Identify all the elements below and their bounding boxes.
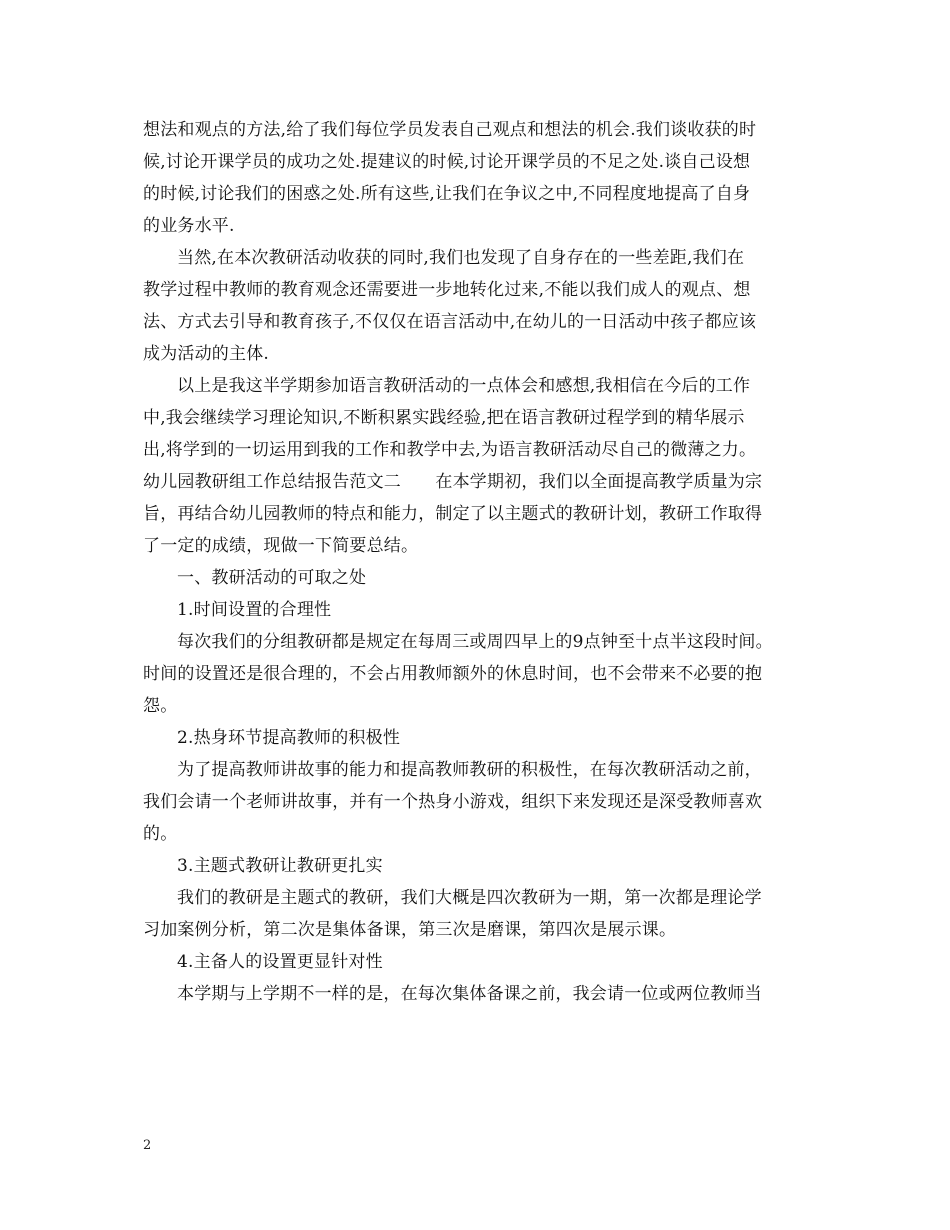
text-line: 教学过程中教师的教育观念还需要进一步地转化过来,不能以我们成人的观点、想 bbox=[143, 280, 751, 300]
text-line: 怨。 bbox=[143, 696, 178, 716]
text-line: 习加案例分析，第二次是集体备课，第三次是磨课，第四次是展示课。 bbox=[143, 920, 677, 940]
text-line: 出,将学到的一切运用到我的工作和教学中去,为语言教研活动尽自己的微薄之力。 bbox=[143, 440, 757, 460]
text-line: 3.主题式教研让教研更扎实 bbox=[177, 856, 383, 876]
document-body bbox=[143, 114, 815, 1010]
text-line: 想法和观点的方法,给了我们每位学员发表自己观点和想法的机会.我们谈收获的时 bbox=[143, 120, 757, 140]
text-line: 法、方式去引导和教育孩子,不仅仅在语言活动中,在幼儿的一日活动中孩子都应该 bbox=[143, 312, 757, 332]
text-line: 中,我会继续学习理论知识,不断积累实践经验,把在语言教研过程学到的精华展示 bbox=[143, 408, 745, 428]
text-line: 1.时间设置的合理性 bbox=[177, 600, 332, 620]
page-number: 2 bbox=[143, 1138, 152, 1153]
text-line: 4.主备人的设置更显针对性 bbox=[177, 952, 383, 972]
text-line: 当然,在本次教研活动收获的同时,我们也发现了自身存在的一些差距,我们在 bbox=[177, 248, 745, 268]
text-line: 为了提高教师讲故事的能力和提高教师教研的积极性，在每次教研活动之前， bbox=[177, 760, 762, 780]
text-line: 候,讨论开课学员的成功之处.提建议的时候,讨论开课学员的不足之处.谈自己设想 bbox=[143, 152, 751, 172]
text-line: 以上是我这半学期参加语言教研活动的一点体会和感想,我相信在今后的工作 bbox=[177, 376, 751, 396]
text-line: 我们会请一个老师讲故事，并有一个热身小游戏，组织下来发现还是深受教师喜欢 bbox=[143, 792, 763, 812]
text-line: 我们的教研是主题式的教研，我们大概是四次教研为一期，第一次都是理论学 bbox=[177, 888, 762, 908]
text-line: 的时候,讨论我们的困惑之处.所有这些,让我们在争议之中,不同程度地提高了自身 bbox=[143, 184, 751, 204]
text-line: 一、教研活动的可取之处 bbox=[177, 568, 367, 588]
text-line: 了一定的成绩，现做一下简要总结。 bbox=[143, 536, 419, 556]
text-line: 成为活动的主体. bbox=[143, 344, 270, 364]
text-line: 旨，再结合幼儿园教师的特点和能力，制定了以主题式的教研计划，教研工作取得 bbox=[143, 504, 763, 524]
text-line: 2.热身环节提高教师的积极性 bbox=[177, 728, 401, 748]
text-line: 时间的设置还是很合理的，不会占用教师额外的休息时间，也不会带来不必要的抱 bbox=[143, 664, 763, 684]
text-line: 本学期与上学期不一样的是，在每次集体备课之前，我会请一位或两位教师当 bbox=[177, 984, 762, 1004]
text-line: 的业务水平. bbox=[143, 216, 235, 236]
text-line: 幼儿园教研组工作总结报告范文二 在本学期初，我们以全面提高教学质量为宗 bbox=[143, 472, 763, 492]
text-line: 每次我们的分组教研都是规定在每周三或周四早上的9点钟至十点半这段时间。 bbox=[177, 632, 773, 652]
text-line: 的。 bbox=[143, 824, 178, 844]
